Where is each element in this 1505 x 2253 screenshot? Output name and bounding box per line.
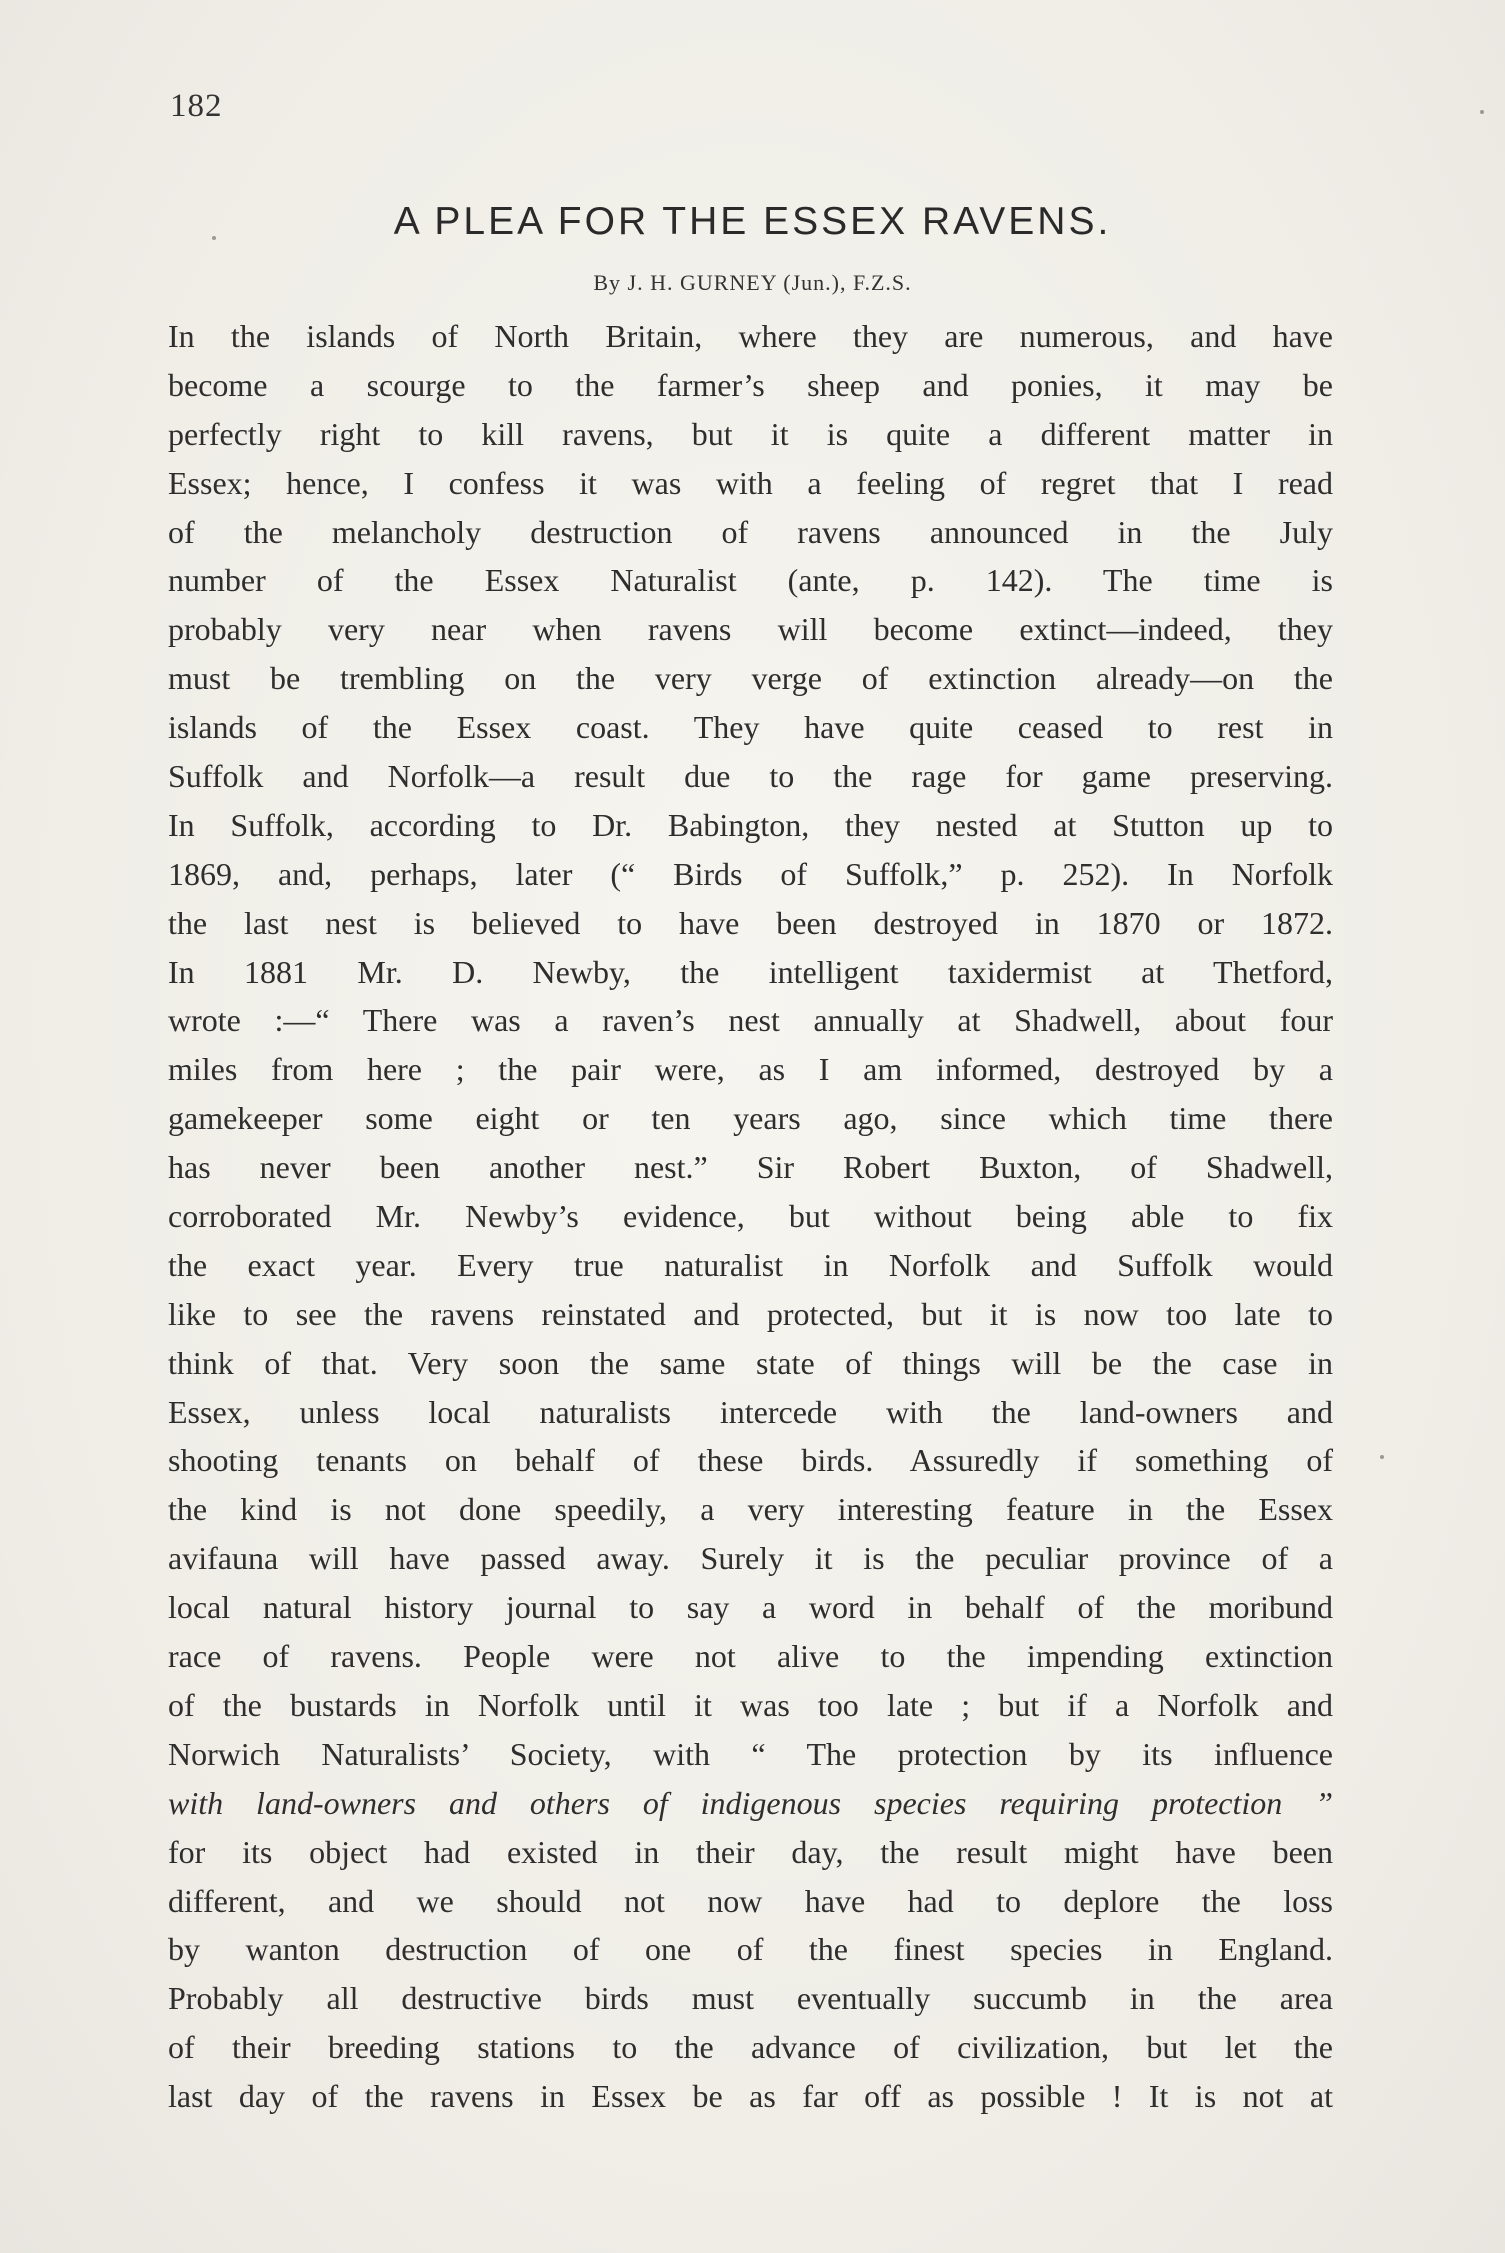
text-line: Essex; hence, I confess it was with a feeling of regret that I read bbox=[168, 464, 1333, 501]
text-line: think of that. Very soon the same state of things will be the case in bbox=[168, 1344, 1333, 1381]
text-line: has never been another nest.” Sir Robert Buxton, of Shadwell, bbox=[168, 1149, 1333, 1186]
text-line: number of the Essex Naturalist (ante, p. 142). The time is bbox=[168, 562, 1333, 599]
text-line: Suffolk and Norfolk—a result due to the rage for game preserving. bbox=[168, 758, 1333, 795]
text-line: In 1881 Mr. D. Newby, the intelligent taxidermist at Thetford, bbox=[168, 953, 1333, 990]
text-line: must be trembling on the very verge of extinction already—on the bbox=[168, 660, 1333, 697]
text-line: Norwich Naturalists’ Society, with “ The protection by its influence bbox=[168, 1735, 1333, 1772]
text-line: In the islands of North Britain, where they are numerous, and have bbox=[168, 318, 1333, 354]
text-line: islands of the Essex coast. They have quite ceased to rest in bbox=[168, 709, 1333, 746]
text-line: become a scourge to the farmer’s sheep and ponies, it may be bbox=[168, 366, 1333, 403]
text-line: of their breeding stations to the advance of civilization, but let the bbox=[168, 2029, 1333, 2066]
paper-speck bbox=[212, 236, 216, 240]
text-line: by wanton destruction of one of the finest species in England. bbox=[168, 1931, 1333, 1968]
paper-speck bbox=[1380, 1455, 1384, 1459]
text-line: with land-owners and others of indigenous species requiring protection ” bbox=[168, 1784, 1333, 1821]
text-line: different, and we should not now have had to deplore the loss bbox=[168, 1882, 1333, 1919]
article-body bbox=[168, 312, 1333, 2121]
paper-speck bbox=[1480, 110, 1484, 114]
text-line: avifauna will have passed away. Surely it is the peculiar province of a bbox=[168, 1540, 1333, 1577]
text-line: Essex, unless local naturalists intercede with the land-owners and bbox=[168, 1393, 1333, 1430]
text-line: like to see the ravens reinstated and protected, but it is now too late to bbox=[168, 1295, 1333, 1332]
text-line: 1869, and, perhaps, later (“ Birds of Suffolk,” p. 252). In Norfolk bbox=[168, 855, 1333, 892]
text-line: the exact year. Every true naturalist in Norfolk and Suffolk would bbox=[168, 1246, 1333, 1283]
text-line: miles from here ; the pair were, as I am informed, destroyed by a bbox=[168, 1051, 1333, 1088]
text-line: of the bustards in Norfolk until it was too late ; but if a Norfolk and bbox=[168, 1686, 1333, 1723]
text-line: perfectly right to kill ravens, but it is quite a different matter in bbox=[168, 415, 1333, 452]
article-byline: By J. H. GURNEY (Jun.), F.Z.S. bbox=[593, 270, 912, 295]
text-line: Probably all destructive birds must eventually succumb in the area bbox=[168, 1980, 1333, 2017]
text-line: local natural history journal to say a word in behalf of the moribund bbox=[168, 1589, 1333, 1626]
text-line: last day of the ravens in Essex be as far off as possible ! It is not at bbox=[168, 2078, 1333, 2115]
text-line: the last nest is believed to have been destroyed in 1870 or 1872. bbox=[168, 904, 1333, 941]
article-title: A PLEA FOR THE ESSEX RAVENS. bbox=[393, 200, 1112, 243]
page-number: 182 bbox=[170, 88, 223, 124]
text-line: shooting tenants on behalf of these birds. Assuredly if something of bbox=[168, 1442, 1333, 1479]
text-line: corroborated Mr. Newby’s evidence, but without being able to fix bbox=[168, 1198, 1333, 1235]
text-line: probably very near when ravens will become extinct—indeed, they bbox=[168, 611, 1333, 648]
text-line: for its object had existed in their day, the result might have been bbox=[168, 1833, 1333, 1870]
text-line: race of ravens. People were not alive to the impending extinction bbox=[168, 1638, 1333, 1675]
text-line: of the melancholy destruction of ravens announced in the July bbox=[168, 513, 1333, 550]
text-line: In Suffolk, according to Dr. Babington, they nested at Stutton up to bbox=[168, 806, 1333, 843]
text-line: the kind is not done speedily, a very interesting feature in the Essex bbox=[168, 1491, 1333, 1528]
text-line: gamekeeper some eight or ten years ago, since which time there bbox=[168, 1100, 1333, 1137]
text-line: wrote :—“ There was a raven’s nest annually at Shadwell, about four bbox=[168, 1002, 1333, 1039]
